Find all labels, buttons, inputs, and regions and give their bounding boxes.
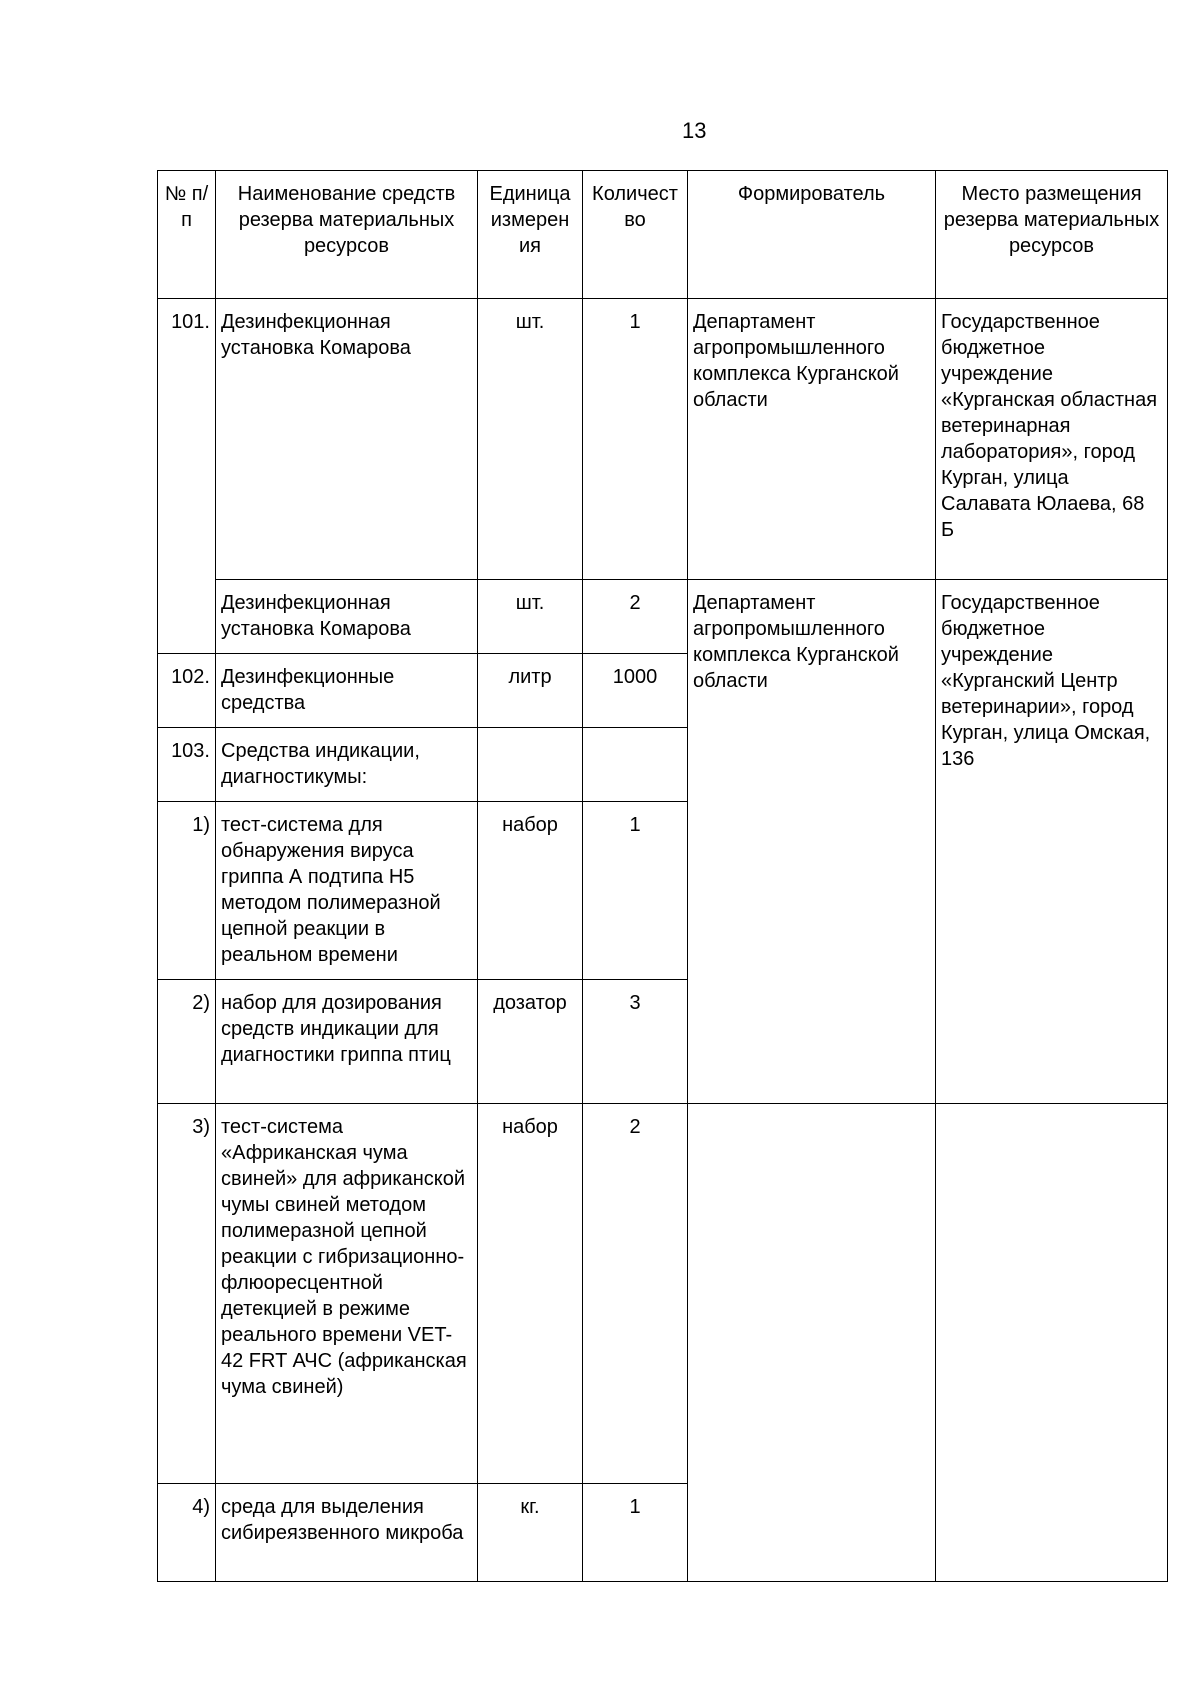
location-group2: Государственное бюджетное учреждение «Курганский Центр ветеринарии», город Курган, улица Омская, 136 — [936, 580, 1168, 1104]
row-name: Дезинфекционные средства — [216, 654, 478, 728]
table-row — [158, 580, 1168, 654]
table-row — [158, 299, 1168, 580]
row-unit — [478, 728, 583, 802]
row-qty — [583, 728, 688, 802]
location-empty — [936, 1104, 1168, 1582]
row-num: 101. — [158, 299, 216, 654]
resource-reserve-table — [157, 170, 1168, 1582]
header-qty: Количест во — [583, 171, 688, 299]
row-qty: 1 — [583, 802, 688, 980]
header-unit: Единица измерен ия — [478, 171, 583, 299]
table-header-row — [158, 171, 1168, 299]
row-name: Средства индикации, диагностикумы: — [216, 728, 478, 802]
header-num: № п/п — [158, 171, 216, 299]
row-num: 2) — [158, 980, 216, 1104]
former-empty — [688, 1104, 936, 1582]
row-name: набор для дозирования средств индикации для диагностики гриппа птиц — [216, 980, 478, 1104]
row-name: тест-система для обнаружения вируса гриппа А подтипа Н5 методом полимеразной цепной реакции в реальном времени — [216, 802, 478, 980]
page-number: 13 — [682, 118, 707, 143]
row-num: 102. — [158, 654, 216, 728]
header-name: Наименование средств резерва материальных ресурсов — [216, 171, 478, 299]
row-unit: дозатор — [478, 980, 583, 1104]
row-qty: 3 — [583, 980, 688, 1104]
header-location: Место размещения резерва материальных ресурсов — [936, 171, 1168, 299]
row-unit: литр — [478, 654, 583, 728]
row-qty: 1 — [583, 299, 688, 580]
row-name: тест-система «Африканская чума свиней» для африканской чумы свиней методом полимеразной цепной реакции с гибризационно-флюоресцентной детекцией в режиме реального времени VET-42 FRT АЧС (африканская чума свиней) — [216, 1104, 478, 1484]
row-unit: шт. — [478, 580, 583, 654]
header-former: Формирователь — [688, 171, 936, 299]
row-qty: 2 — [583, 1104, 688, 1484]
row-qty: 2 — [583, 580, 688, 654]
location-group1: Государственное бюджетное учреждение «Курганская областная ветеринарная лаборатория», город Курган, улица Салавата Юлаева, 68 Б — [936, 299, 1168, 580]
former-group1: Департамент агропромышленного комплекса Курганской области — [688, 299, 936, 580]
row-num: 3) — [158, 1104, 216, 1484]
row-unit: шт. — [478, 299, 583, 580]
row-unit: набор — [478, 1104, 583, 1484]
row-num: 103. — [158, 728, 216, 802]
row-num: 1) — [158, 802, 216, 980]
table-row — [158, 1104, 1168, 1484]
row-name: среда для выделения сибиреязвенного микроба — [216, 1484, 478, 1582]
row-unit: кг. — [478, 1484, 583, 1582]
former-group2: Департамент агропромышленного комплекса Курганской области — [688, 580, 936, 1104]
row-num: 4) — [158, 1484, 216, 1582]
row-unit: набор — [478, 802, 583, 980]
row-qty: 1 — [583, 1484, 688, 1582]
row-name: Дезинфекционная установка Комарова — [216, 580, 478, 654]
row-name: Дезинфекционная установка Комарова — [216, 299, 478, 580]
row-qty: 1000 — [583, 654, 688, 728]
